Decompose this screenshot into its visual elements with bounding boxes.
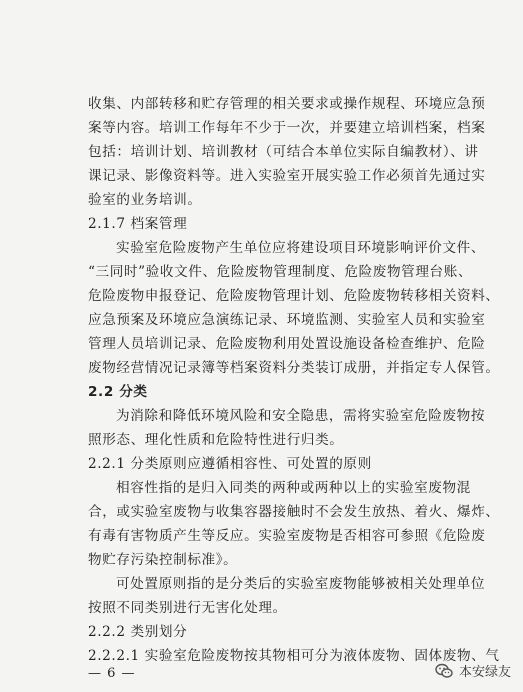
text-line: 相容性指的是归入同类的两种或两种以上的实验室废物混 [116, 480, 471, 496]
section-heading-2-2-2: 2.2.2 类别划分 [88, 624, 188, 640]
text-line: “三同时”验收文件、危险废物管理制度、危险废物管理台账、 [88, 264, 473, 280]
text-line: 危险废物申报登记、危险废物管理计划、危险废物转移相关资料、 [88, 288, 500, 304]
text-line: 可处置原则指的是分类后的实验室废物能够被相关处理单位 [116, 576, 486, 592]
watermark-text: 本安绿友 [458, 665, 511, 680]
text-line: 实验室危险废物产生单位应将建设项目环境影响评价文件、 [116, 240, 486, 256]
text-line: 物贮存污染控制标准》。 [88, 552, 238, 568]
section-heading-2-2-1: 2.2.1 分类原则应遵循相容性、可处置的原则 [88, 456, 372, 472]
text-line: 为消除和降低环境风险和安全隐患，需将实验室危险废物按 [116, 408, 486, 424]
text-line: 废物经营情况记录簿等档案资料分类装订成册，并指定专人保管。 [88, 360, 500, 376]
text-line: 包括：培训计划、培训教材（可结合本单位实际自编教材）、讲 [88, 144, 479, 160]
text-line: 2.2.2.1 实验室危险废物按其物相可分为液体废物、固体废物、气 [88, 648, 500, 664]
watermark [435, 661, 511, 680]
text-line: 管理人员培训记录、危险废物利用处置设施设备检查维护、危险 [88, 336, 486, 352]
text-line: 有毒有害物质产生等反应。实验室废物是否相容可参照《危险废 [88, 528, 486, 544]
text-line: 案等内容。培训工作每年不少于一次，并要建立培训档案，档案 [88, 120, 486, 136]
text-line: 照形态、理化性质和危险特性进行归类。 [88, 432, 344, 448]
text-line: 合，或实验室废物与收集容器接触时不会发生放热、着火、爆炸、 [88, 504, 500, 520]
wechat-icon [435, 663, 453, 679]
section-heading-2-2: 2.2 分类 [88, 384, 148, 400]
text-line: 按照不同类别进行无害化处理。 [88, 600, 287, 616]
text-line: 验室的业务培训。 [88, 192, 202, 208]
section-heading-2-1-7: 2.1.7 档案管理 [88, 216, 188, 232]
text-line: 应急预案及环境应急演练记录、环境监测、实验室人员和实验室 [88, 312, 486, 328]
text-line: 收集、内部转移和贮存管理的相关要求或操作规程、环境应急预 [88, 96, 486, 112]
page-number: — 6 — [88, 666, 136, 681]
text-line: 课记录、影像资料等。进入实验室开展实验工作必须首先通过实 [88, 168, 486, 184]
